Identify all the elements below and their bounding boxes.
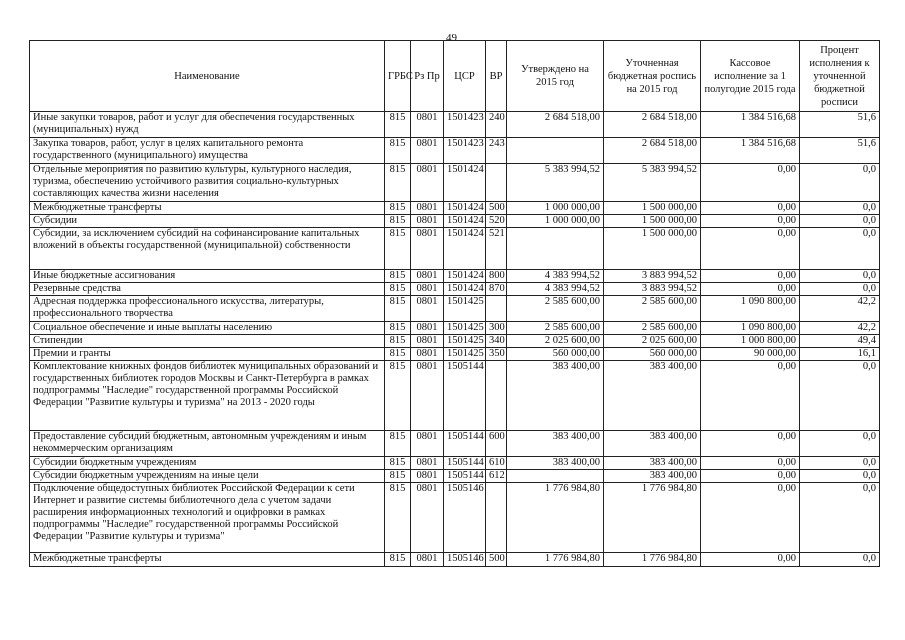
cell-name: Отдельные мероприятия по развитию культуры, культурного наследия, туризма, обеспечению устойчивого развития социально-культурных составляющих качества жизни населения <box>30 164 385 202</box>
cell-name: Подключение общедоступных библиотек Российской Федерации к сети Интернет и развитие системы библиотечного дела с учетом задачи расширения информационных технологий и оцифровки в рамках подпрограммы "Наследие" государственной программы Российской Федерации "Развитие культуры и туризма" <box>30 483 385 553</box>
cell-percent: 0,0 <box>800 470 880 483</box>
cell-percent: 0,0 <box>800 283 880 296</box>
cell-rzpr: 0801 <box>411 553 444 567</box>
cell-rzpr: 0801 <box>411 202 444 215</box>
table-row <box>30 431 880 457</box>
cell-clarified: 1 500 000,00 <box>604 215 701 228</box>
cell-rzpr: 0801 <box>411 215 444 228</box>
cell-approved: 5 383 994,52 <box>507 164 604 202</box>
table-row <box>30 283 880 296</box>
cell-rzpr: 0801 <box>411 483 444 553</box>
cell-csr: 1505144 <box>444 470 486 483</box>
table-row <box>30 348 880 361</box>
cell-approved: 1 000 000,00 <box>507 202 604 215</box>
cell-clarified: 2 684 518,00 <box>604 112 701 138</box>
cell-clarified: 3 883 994,52 <box>604 270 701 283</box>
header-rzpr: Рз Пр <box>411 41 444 112</box>
cell-grbs: 815 <box>385 483 411 553</box>
cell-grbs: 815 <box>385 296 411 322</box>
cell-approved <box>507 138 604 164</box>
header-name: Наименование <box>30 41 385 112</box>
header-clarified: Уточненная бюджетная роспись на 2015 год <box>604 41 701 112</box>
cell-approved <box>507 470 604 483</box>
cell-cash: 0,00 <box>701 164 800 202</box>
cell-vr: 612 <box>486 470 507 483</box>
cell-vr <box>486 296 507 322</box>
cell-percent: 0,0 <box>800 202 880 215</box>
table-body <box>30 112 880 567</box>
table-row <box>30 270 880 283</box>
cell-csr: 1501424 <box>444 283 486 296</box>
page-number: 49 <box>446 32 457 44</box>
cell-percent: 0,0 <box>800 228 880 270</box>
cell-cash: 0,00 <box>701 361 800 431</box>
cell-cash: 1 384 516,68 <box>701 138 800 164</box>
cell-name: Социальное обеспечение и иные выплаты населению <box>30 322 385 335</box>
table-row <box>30 164 880 202</box>
table-row <box>30 361 880 431</box>
cell-grbs: 815 <box>385 164 411 202</box>
cell-csr: 1501424 <box>444 202 486 215</box>
cell-grbs: 815 <box>385 112 411 138</box>
header-percent: Процент исполнения к уточненной бюджетной росписи <box>800 41 880 112</box>
cell-name: Комплектование книжных фондов библиотек муниципальных образований и государственных библиотек городов Москвы и Санкт-Петербурга в рамках подпрограммы "Наследие" государственной программы Российской Федерации "Развитие культуры и туризма" на 2013 - 2020 годы <box>30 361 385 431</box>
cell-name: Стипендии <box>30 335 385 348</box>
cell-rzpr: 0801 <box>411 335 444 348</box>
table-row <box>30 322 880 335</box>
cell-vr: 500 <box>486 202 507 215</box>
cell-grbs: 815 <box>385 470 411 483</box>
cell-name: Субсидии, за исключением субсидий на софинансирование капитальных вложений в объекты государственной (муниципальной) собственности <box>30 228 385 270</box>
cell-percent: 42,2 <box>800 322 880 335</box>
cell-clarified: 2 585 600,00 <box>604 296 701 322</box>
cell-rzpr: 0801 <box>411 470 444 483</box>
cell-rzpr: 0801 <box>411 138 444 164</box>
table-row <box>30 138 880 164</box>
cell-csr: 1501424 <box>444 164 486 202</box>
cell-clarified: 1 776 984,80 <box>604 553 701 567</box>
cell-clarified: 2 585 600,00 <box>604 322 701 335</box>
cell-percent: 49,4 <box>800 335 880 348</box>
cell-vr: 800 <box>486 270 507 283</box>
cell-clarified: 383 400,00 <box>604 470 701 483</box>
cell-vr: 521 <box>486 228 507 270</box>
cell-grbs: 815 <box>385 361 411 431</box>
cell-approved: 4 383 994,52 <box>507 270 604 283</box>
header-vr: ВР <box>486 41 507 112</box>
cell-name: Предоставление субсидий бюджетным, автономным учреждениям и иным некоммерческим организациям <box>30 431 385 457</box>
table-row <box>30 215 880 228</box>
cell-grbs: 815 <box>385 457 411 470</box>
header-approved: Утверждено на 2015 год <box>507 41 604 112</box>
cell-name: Резервные средства <box>30 283 385 296</box>
cell-clarified: 383 400,00 <box>604 361 701 431</box>
header-cash: Кассовое исполнение за 1 полугодие 2015 года <box>701 41 800 112</box>
table-row <box>30 483 880 553</box>
cell-grbs: 815 <box>385 270 411 283</box>
cell-percent: 0,0 <box>800 483 880 553</box>
cell-name: Иные закупки товаров, работ и услуг для обеспечения государственных (муниципальных) нужд <box>30 112 385 138</box>
cell-cash: 0,00 <box>701 283 800 296</box>
table-row <box>30 112 880 138</box>
cell-percent: 0,0 <box>800 361 880 431</box>
cell-cash: 0,00 <box>701 431 800 457</box>
cell-percent: 0,0 <box>800 431 880 457</box>
table-row <box>30 553 880 567</box>
cell-vr: 520 <box>486 215 507 228</box>
cell-grbs: 815 <box>385 228 411 270</box>
table-row <box>30 228 880 270</box>
cell-clarified: 5 383 994,52 <box>604 164 701 202</box>
cell-approved: 1 000 000,00 <box>507 215 604 228</box>
cell-approved: 383 400,00 <box>507 457 604 470</box>
table-row <box>30 202 880 215</box>
cell-clarified: 1 500 000,00 <box>604 228 701 270</box>
cell-percent: 0,0 <box>800 270 880 283</box>
cell-percent: 42,2 <box>800 296 880 322</box>
cell-clarified: 2 684 518,00 <box>604 138 701 164</box>
table-row <box>30 457 880 470</box>
cell-csr: 1501425 <box>444 322 486 335</box>
cell-cash: 0,00 <box>701 483 800 553</box>
cell-rzpr: 0801 <box>411 348 444 361</box>
cell-name: Межбюджетные трансферты <box>30 553 385 567</box>
header-grbs: ГРБС <box>385 41 411 112</box>
cell-cash: 0,00 <box>701 553 800 567</box>
cell-cash: 1 000 800,00 <box>701 335 800 348</box>
cell-name: Субсидии <box>30 215 385 228</box>
cell-percent: 51,6 <box>800 138 880 164</box>
cell-csr: 1501425 <box>444 296 486 322</box>
cell-approved: 2 025 600,00 <box>507 335 604 348</box>
cell-csr: 1505146 <box>444 483 486 553</box>
cell-clarified: 1 500 000,00 <box>604 202 701 215</box>
cell-percent: 0,0 <box>800 457 880 470</box>
cell-cash: 1 384 516,68 <box>701 112 800 138</box>
table-row <box>30 470 880 483</box>
cell-rzpr: 0801 <box>411 164 444 202</box>
cell-vr: 300 <box>486 322 507 335</box>
header-csr: ЦСР <box>444 41 486 112</box>
cell-csr: 1501424 <box>444 270 486 283</box>
cell-rzpr: 0801 <box>411 270 444 283</box>
cell-grbs: 815 <box>385 431 411 457</box>
cell-percent: 0,0 <box>800 164 880 202</box>
cell-grbs: 815 <box>385 553 411 567</box>
cell-name: Межбюджетные трансферты <box>30 202 385 215</box>
cell-rzpr: 0801 <box>411 283 444 296</box>
cell-vr: 243 <box>486 138 507 164</box>
cell-rzpr: 0801 <box>411 361 444 431</box>
cell-grbs: 815 <box>385 335 411 348</box>
cell-percent: 16,1 <box>800 348 880 361</box>
cell-vr: 610 <box>486 457 507 470</box>
cell-approved <box>507 228 604 270</box>
cell-csr: 1501423 <box>444 112 486 138</box>
cell-clarified: 560 000,00 <box>604 348 701 361</box>
cell-rzpr: 0801 <box>411 322 444 335</box>
cell-clarified: 1 776 984,80 <box>604 483 701 553</box>
cell-csr: 1505144 <box>444 361 486 431</box>
cell-grbs: 815 <box>385 202 411 215</box>
cell-approved: 4 383 994,52 <box>507 283 604 296</box>
cell-cash: 1 090 800,00 <box>701 322 800 335</box>
cell-rzpr: 0801 <box>411 457 444 470</box>
cell-csr: 1501425 <box>444 348 486 361</box>
table-row <box>30 296 880 322</box>
cell-csr: 1501425 <box>444 335 486 348</box>
cell-cash: 0,00 <box>701 202 800 215</box>
cell-cash: 90 000,00 <box>701 348 800 361</box>
cell-approved: 2 585 600,00 <box>507 322 604 335</box>
table-header-row <box>30 41 880 112</box>
cell-cash: 0,00 <box>701 228 800 270</box>
cell-csr: 1501424 <box>444 215 486 228</box>
cell-csr: 1505146 <box>444 553 486 567</box>
cell-name: Иные бюджетные ассигнования <box>30 270 385 283</box>
cell-cash: 0,00 <box>701 215 800 228</box>
cell-approved: 1 776 984,80 <box>507 553 604 567</box>
cell-clarified: 3 883 994,52 <box>604 283 701 296</box>
cell-percent: 0,0 <box>800 553 880 567</box>
cell-csr: 1501423 <box>444 138 486 164</box>
cell-approved: 2 585 600,00 <box>507 296 604 322</box>
cell-grbs: 815 <box>385 138 411 164</box>
cell-percent: 0,0 <box>800 215 880 228</box>
cell-vr: 500 <box>486 553 507 567</box>
cell-vr: 870 <box>486 283 507 296</box>
cell-grbs: 815 <box>385 348 411 361</box>
budget-execution-table <box>29 40 880 567</box>
table-row <box>30 335 880 348</box>
cell-rzpr: 0801 <box>411 228 444 270</box>
cell-name: Закупка товаров, работ, услуг в целях капитального ремонта государственного (муниципального) имущества <box>30 138 385 164</box>
cell-vr: 350 <box>486 348 507 361</box>
cell-vr: 600 <box>486 431 507 457</box>
cell-clarified: 383 400,00 <box>604 457 701 470</box>
cell-approved: 2 684 518,00 <box>507 112 604 138</box>
cell-rzpr: 0801 <box>411 431 444 457</box>
cell-vr: 340 <box>486 335 507 348</box>
cell-vr: 240 <box>486 112 507 138</box>
cell-approved: 1 776 984,80 <box>507 483 604 553</box>
cell-csr: 1505144 <box>444 431 486 457</box>
cell-name: Субсидии бюджетным учреждениям на иные цели <box>30 470 385 483</box>
cell-name: Субсидии бюджетным учреждениям <box>30 457 385 470</box>
cell-cash: 0,00 <box>701 270 800 283</box>
cell-cash: 1 090 800,00 <box>701 296 800 322</box>
cell-vr <box>486 164 507 202</box>
cell-clarified: 383 400,00 <box>604 431 701 457</box>
cell-grbs: 815 <box>385 322 411 335</box>
cell-name: Премии и гранты <box>30 348 385 361</box>
cell-csr: 1501424 <box>444 228 486 270</box>
cell-rzpr: 0801 <box>411 112 444 138</box>
cell-approved: 560 000,00 <box>507 348 604 361</box>
cell-cash: 0,00 <box>701 470 800 483</box>
cell-clarified: 2 025 600,00 <box>604 335 701 348</box>
cell-vr <box>486 483 507 553</box>
cell-cash: 0,00 <box>701 457 800 470</box>
cell-approved: 383 400,00 <box>507 431 604 457</box>
cell-approved: 383 400,00 <box>507 361 604 431</box>
cell-name: Адресная поддержка профессионального искусства, литературы, профессионального творчества <box>30 296 385 322</box>
cell-rzpr: 0801 <box>411 296 444 322</box>
cell-vr <box>486 361 507 431</box>
cell-csr: 1505144 <box>444 457 486 470</box>
cell-grbs: 815 <box>385 283 411 296</box>
cell-percent: 51,6 <box>800 112 880 138</box>
cell-grbs: 815 <box>385 215 411 228</box>
